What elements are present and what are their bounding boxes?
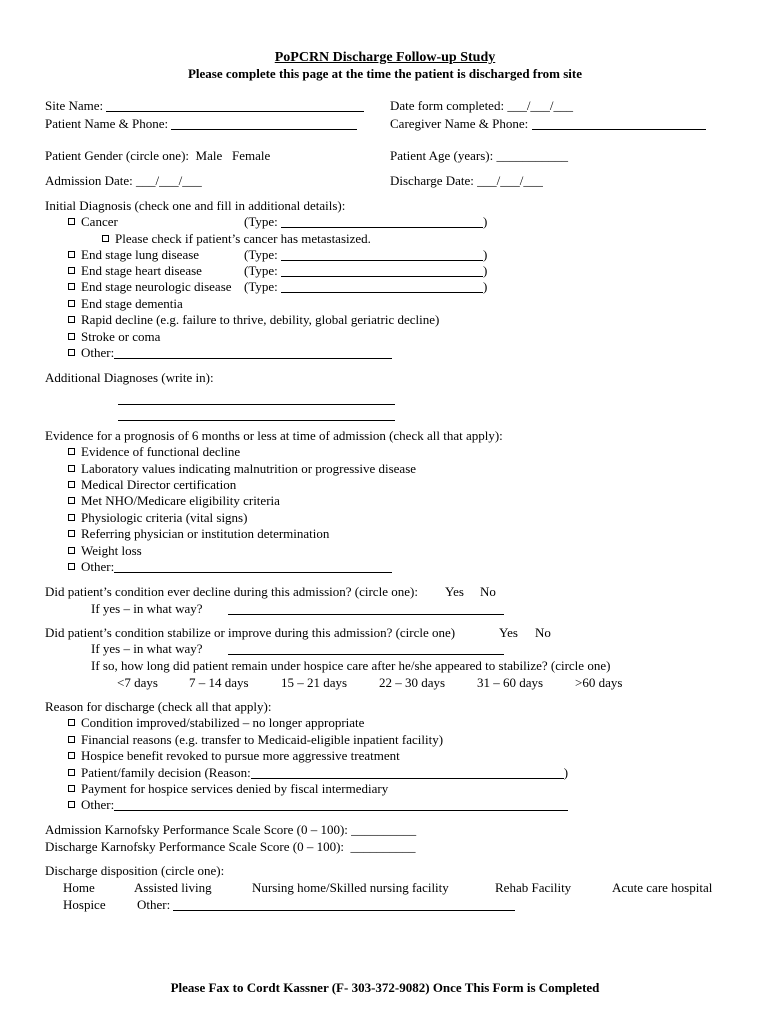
checkbox[interactable]	[102, 235, 109, 242]
reason-revoked[interactable]: Hospice benefit revoked to pursue more aggressive treatment	[68, 748, 400, 764]
checkbox[interactable]	[68, 769, 75, 776]
disposition-acute[interactable]: Acute care hospital	[612, 880, 713, 895]
diagnosis-other[interactable]: Other:	[68, 345, 392, 361]
evidence-item[interactable]: Evidence of functional decline	[68, 444, 240, 460]
discharge-karnofsky[interactable]: Discharge Karnofsky Performance Scale Score (0 – 100): __________	[45, 839, 416, 854]
disposition-nursing[interactable]: Nursing home/Skilled nursing facility	[252, 880, 449, 895]
checkbox[interactable]	[68, 349, 75, 356]
checkbox[interactable]	[68, 736, 75, 743]
disposition-other-line[interactable]	[173, 898, 515, 911]
duration-option[interactable]: 7 – 14 days	[189, 675, 249, 690]
additional-diagnoses-line-1[interactable]	[118, 391, 395, 407]
heart-type-line[interactable]	[281, 264, 483, 277]
stabilize-if-yes: If yes – in what way?	[91, 641, 203, 656]
duration-option[interactable]: <7 days	[117, 675, 158, 690]
decline-yes[interactable]: Yes	[445, 584, 464, 599]
diagnosis-other-line[interactable]	[114, 346, 392, 359]
admission-date[interactable]: Admission Date: ___/___/___	[45, 173, 202, 188]
disposition-assisted[interactable]: Assisted living	[134, 880, 212, 895]
checkbox[interactable]	[68, 481, 75, 488]
diagnosis-rapid-decline[interactable]: Rapid decline (e.g. failure to thrive, debility, global geriatric decline)	[68, 312, 439, 328]
evidence-item[interactable]: Laboratory values indicating malnutrition or progressive disease	[68, 461, 416, 477]
duration-option[interactable]: 15 – 21 days	[281, 675, 348, 690]
cancer-type-field[interactable]: (Type: )	[244, 214, 488, 229]
caregiver-name-phone-field[interactable]	[390, 116, 706, 132]
fax-instruction: Please Fax to Cordt Kassner (F- 303-372-9082) Once This Form is Completed	[170, 980, 600, 995]
lung-type-field[interactable]: (Type: )	[244, 247, 488, 262]
checkbox[interactable]	[68, 547, 75, 554]
checkbox[interactable]	[68, 333, 75, 340]
evidence-heading: Evidence for a prognosis of 6 months or less at time of admission (check all that apply):	[45, 428, 503, 443]
reason-financial[interactable]: Financial reasons (e.g. transfer to Medicaid-eligible inpatient facility)	[68, 732, 443, 748]
evidence-item[interactable]: Met NHO/Medicare eligibility criteria	[68, 493, 280, 509]
decline-how-line[interactable]	[228, 601, 504, 617]
evidence-other-line[interactable]	[114, 560, 392, 573]
cancer-type-line[interactable]	[281, 215, 483, 228]
diagnosis-dementia[interactable]: End stage dementia	[68, 296, 183, 312]
duration-option[interactable]: 31 – 60 days	[477, 675, 544, 690]
checkbox[interactable]	[68, 801, 75, 808]
date-form-completed[interactable]: Date form completed: ___/___/___	[390, 98, 574, 113]
duration-option[interactable]: 22 – 30 days	[379, 675, 446, 690]
patient-name-phone-field[interactable]	[45, 116, 357, 132]
site-name-line[interactable]	[106, 99, 364, 112]
diagnosis-heart[interactable]: End stage heart disease	[68, 263, 202, 279]
checkbox[interactable]	[68, 719, 75, 726]
checkbox[interactable]	[68, 563, 75, 570]
stabilize-question: Did patient’s condition stabilize or improve during this admission? (circle one)	[45, 625, 456, 640]
diagnosis-lung[interactable]: End stage lung disease	[68, 247, 199, 263]
evidence-item[interactable]: Referring physician or institution determination	[68, 526, 329, 542]
checkbox[interactable]	[68, 218, 75, 225]
checkbox[interactable]	[68, 465, 75, 472]
reason-decision-line[interactable]	[251, 766, 564, 779]
caregiver-name-phone-line[interactable]	[532, 117, 706, 130]
reason-denied[interactable]: Payment for hospice services denied by fiscal intermediary	[68, 781, 388, 797]
evidence-item[interactable]: Physiologic criteria (vital signs)	[68, 510, 247, 526]
heart-type-field[interactable]: (Type: )	[244, 263, 488, 278]
reason-other[interactable]: Other:	[68, 797, 568, 813]
patient-name-phone-label: Patient Name & Phone:	[45, 116, 169, 131]
checkbox[interactable]	[68, 497, 75, 504]
neuro-type-field[interactable]: (Type: )	[244, 279, 488, 294]
checkbox[interactable]	[68, 267, 75, 274]
initial-diagnosis-heading: Initial Diagnosis (check one and fill in additional details):	[45, 198, 346, 213]
patient-age[interactable]: Patient Age (years): ___________	[390, 148, 568, 163]
checkbox[interactable]	[68, 251, 75, 258]
lung-type-line[interactable]	[281, 248, 483, 261]
form-subtitle: Please complete this page at the time the patient is discharged from site	[187, 66, 583, 81]
discharge-date[interactable]: Discharge Date: ___/___/___	[390, 173, 543, 188]
disposition-home[interactable]: Home	[63, 880, 95, 895]
reason-decision[interactable]: Patient/family decision (Reason: )	[68, 765, 568, 781]
disposition-hospice[interactable]: Hospice	[63, 897, 106, 912]
checkbox[interactable]	[68, 785, 75, 792]
additional-diagnoses-heading: Additional Diagnoses (write in):	[45, 370, 214, 385]
form-title: PoPCRN Discharge Follow-up Study	[274, 50, 496, 65]
stabilize-no[interactable]: No	[535, 625, 551, 640]
duration-option[interactable]: >60 days	[575, 675, 623, 690]
site-name-label: Site Name:	[45, 98, 104, 113]
checkbox[interactable]	[68, 316, 75, 323]
disposition-rehab[interactable]: Rehab Facility	[495, 880, 572, 895]
reason-other-line[interactable]	[114, 798, 568, 811]
site-name-field[interactable]	[45, 98, 364, 114]
reason-improved[interactable]: Condition improved/stabilized – no longer appropriate	[68, 715, 364, 731]
diagnosis-cancer[interactable]: Cancer	[68, 214, 118, 230]
diagnosis-stroke[interactable]: Stroke or coma	[68, 329, 160, 345]
disposition-heading: Discharge disposition (circle one):	[45, 863, 225, 878]
additional-diagnoses-line-2[interactable]	[118, 407, 395, 423]
stabilize-how-line[interactable]	[228, 641, 504, 657]
checkbox[interactable]	[68, 300, 75, 307]
neuro-type-line[interactable]	[281, 280, 483, 293]
decline-if-yes: If yes – in what way?	[91, 601, 203, 616]
evidence-item[interactable]: Weight loss	[68, 543, 142, 559]
caregiver-name-phone-label: Caregiver Name & Phone:	[390, 116, 529, 131]
decline-question: Did patient’s condition ever decline during this admission? (circle one):	[45, 584, 418, 599]
stabilize-how-long: If so, how long did patient remain under hospice care after he/she appeared to stabilize? (circle one)	[91, 658, 611, 673]
metastasized-check[interactable]: Please check if patient’s cancer has metastasized.	[102, 231, 371, 247]
stabilize-yes[interactable]: Yes	[499, 625, 518, 640]
decline-no[interactable]: No	[480, 584, 496, 599]
checkbox[interactable]	[68, 752, 75, 759]
checkbox[interactable]	[68, 283, 75, 290]
evidence-item-other[interactable]: Other:	[68, 559, 392, 575]
diagnosis-neuro[interactable]: End stage neurologic disease	[68, 279, 232, 295]
checkbox[interactable]	[68, 530, 75, 537]
checkbox[interactable]	[68, 514, 75, 521]
checkbox[interactable]	[68, 448, 75, 455]
admission-karnofsky[interactable]: Admission Karnofsky Performance Scale Score (0 – 100): __________	[45, 822, 417, 837]
reason-heading: Reason for discharge (check all that apply):	[45, 699, 272, 714]
evidence-item[interactable]: Medical Director certification	[68, 477, 236, 493]
patient-gender[interactable]: Patient Gender (circle one): Male Female	[45, 148, 271, 163]
disposition-other[interactable]: Other:	[137, 897, 515, 913]
patient-name-phone-line[interactable]	[171, 117, 357, 130]
